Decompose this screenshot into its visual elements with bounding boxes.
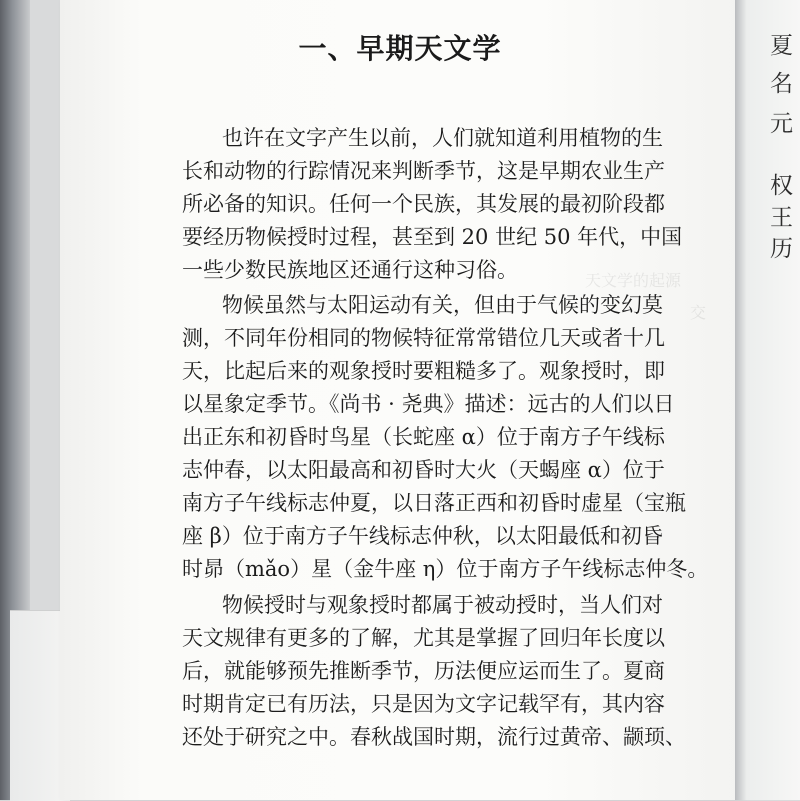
body-line: 要经历物候授时过程，甚至到 20 世纪 50 年代，中国 (182, 225, 683, 249)
adjacent-page-char: 元 (770, 111, 793, 137)
adjacent-page-char: 夏 (770, 33, 793, 59)
adjacent-page-char: 名 (770, 71, 793, 97)
body-line: 以星象定季节。《尚书 · 尧典》描述：远古的人们以日 (182, 392, 675, 416)
adjacent-page-char: 历 (770, 236, 793, 262)
show-through-text: 天文学的起源 (585, 271, 682, 290)
body-line: 天文规律有更多的了解，尤其是掌握了回归年长度以 (182, 626, 665, 650)
body-line: 所必备的知识。任何一个民族，其发展的最初阶段都 (182, 192, 665, 216)
body-line: 南方子午线标志仲夏，以日落正西和初昏时虚星（宝瓶 (182, 491, 686, 515)
body-line: 一些少数民族地区还通行这种习俗。 (182, 258, 518, 282)
body-line: 志仲春，以太阳最高和初昏时大火（天蝎座 α）位于 (182, 458, 665, 482)
body-line: 长和动物的行踪情况来判断季节，这是早期农业生产 (182, 159, 665, 183)
body-line: 测，不同年份相同的物候特征常常错位几天或者十几 (182, 326, 665, 350)
body-line: 还处于研究之中。春秋战国时期，流行过黄帝、颛顼、 (182, 725, 686, 749)
body-line: 也许在文字产生以前，人们就知道利用植物的生 (222, 126, 663, 150)
body-line: 座 β）位于南方子午线标志仲秋，以太阳最低和初昏 (182, 524, 663, 548)
adjacent-page-char: 王 (770, 205, 793, 231)
section-heading: 一、早期天文学 (298, 32, 502, 65)
show-through-text: 交 (690, 303, 707, 322)
body-line: 天，比起后来的观象授时要粗糙多了。观象授时，即 (182, 359, 665, 383)
body-line: 时期肯定已有历法，只是因为文字记载罕有，其内容 (182, 692, 665, 716)
body-line: 物候虽然与太阳运动有关，但由于气候的变幻莫 (222, 293, 663, 317)
body-line: 物候授时与观象授时都属于被动授时，当人们对 (222, 593, 663, 617)
body-line: 后，就能够预先推断季节，历法便应运而生了。夏商 (182, 659, 665, 683)
adjacent-page-char: 权 (770, 173, 793, 199)
body-line: 出正东和初昏时鸟星（长蛇座 α）位于南方子午线标 (182, 425, 665, 449)
body-line: 时昴（mǎo）星（金牛座 η）位于南方子午线标志仲冬。 (182, 557, 709, 581)
